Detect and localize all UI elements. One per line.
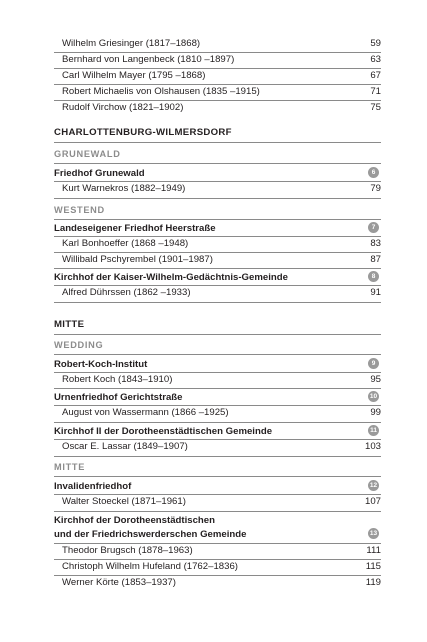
entry-page: 99	[370, 407, 381, 418]
entry-name: Robert Michaelis von Olshausen (1835 –1915)	[62, 86, 260, 97]
entry-page: 67	[370, 70, 381, 81]
divider	[54, 476, 381, 477]
entry-name: Theodor Brugsch (1878–1963)	[62, 545, 193, 556]
toc-entry	[54, 439, 381, 455]
region-heading: MITTE	[54, 319, 85, 330]
entry-page: 59	[370, 38, 381, 49]
toc-entry	[54, 494, 381, 510]
entry-name: Karl Bonhoeffer (1868 –1948)	[62, 238, 189, 249]
location-number-badge: 6	[368, 167, 379, 178]
toc-entry	[54, 236, 381, 252]
divider	[54, 334, 381, 335]
cemetery-name: Urnenfriedhof Gerichtstraße	[54, 392, 183, 403]
divider	[54, 142, 381, 143]
entry-name: Willibald Pschyrembel (1901–1987)	[62, 254, 213, 265]
entry-page: 107	[364, 496, 381, 507]
toc-entry	[54, 405, 381, 421]
entry-page: 91	[370, 287, 381, 298]
region-heading: CHARLOTTENBURG-WILMERSDORF	[54, 127, 232, 138]
location-number-badge: 11	[368, 425, 379, 436]
entry-page: 83	[370, 238, 381, 249]
entry-page: 63	[370, 54, 381, 65]
entry-name: Werner Körte (1853–1937)	[62, 577, 176, 588]
location-number-badge: 7	[368, 222, 379, 233]
location-number-badge: 9	[368, 358, 379, 369]
divider	[54, 422, 381, 423]
entry-name: Bernhard von Langenbeck (1810 –1897)	[62, 54, 235, 65]
entry-page: 71	[370, 86, 381, 97]
entry-page: 79	[370, 183, 381, 194]
entry-name: Rudolf Virchow (1821–1902)	[62, 102, 184, 113]
divider	[54, 163, 381, 164]
toc-entry	[54, 68, 381, 84]
location-number-badge: 13	[369, 530, 378, 537]
entry-page: 119	[365, 577, 381, 588]
entry-name: Christoph Wilhelm Hufeland (1762–1836)	[62, 561, 238, 572]
divider	[54, 456, 381, 457]
entry-page: 75	[370, 102, 381, 113]
toc-entry	[54, 372, 381, 388]
district-heading: GRUNEWALD	[54, 149, 121, 159]
entry-page: 87	[370, 254, 381, 265]
entry-page: 95	[370, 374, 381, 385]
location-number-badge: 8	[368, 271, 379, 282]
divider	[54, 511, 381, 512]
entry-name: Oscar E. Lassar (1849–1907)	[62, 441, 188, 452]
cemetery-name: Friedhof Grunewald	[54, 168, 145, 179]
cemetery-name: Invalidenfriedhof	[54, 481, 132, 492]
entry-name: Carl Wilhelm Mayer (1795 –1868)	[62, 70, 206, 81]
entry-page: 115	[365, 561, 381, 572]
toc-entry	[54, 181, 381, 197]
toc-entry	[54, 559, 381, 575]
entry-name: August von Wassermann (1866 –1925)	[62, 407, 229, 418]
toc-entry	[54, 252, 381, 268]
toc-entry	[54, 575, 381, 591]
entry-name: Walter Stoeckel (1871–1961)	[62, 496, 186, 507]
district-heading: MITTE	[54, 462, 86, 472]
divider	[54, 219, 381, 220]
district-heading: WEDDING	[54, 340, 104, 350]
cemetery-name-line-1: Kirchhof der Dorotheenstädtischen	[54, 515, 215, 526]
toc-entry	[54, 36, 381, 52]
entry-name: Kurt Warnekros (1882–1949)	[62, 183, 186, 194]
location-number-badge: 10	[369, 393, 378, 400]
entry-page: 111	[366, 545, 381, 556]
location-number-badge: 12	[369, 482, 378, 489]
entry-name: Robert Koch (1843–1910)	[62, 374, 173, 385]
entry-name: Alfred Dührssen (1862 –1933)	[62, 287, 191, 298]
cemetery-name: Kirchhof der Kaiser-Wilhelm-Gedächtnis-Gemeinde	[54, 272, 288, 283]
cemetery-name-line-2: und der Friedrichswerderschen Gemeinde	[54, 529, 247, 540]
toc-entry	[54, 543, 381, 559]
toc-entry	[54, 285, 381, 301]
cemetery-name: Landeseigener Friedhof Heerstraße	[54, 223, 216, 234]
toc-entry	[54, 84, 381, 100]
divider	[54, 198, 381, 199]
entry-page: 103	[364, 441, 381, 452]
divider	[54, 388, 381, 389]
entry-name: Wilhelm Griesinger (1817–1868)	[62, 38, 201, 49]
divider	[54, 354, 381, 355]
toc-entry	[54, 100, 381, 116]
divider	[54, 268, 381, 269]
district-heading: WESTEND	[54, 205, 105, 215]
cemetery-name: Kirchhof II der Dorotheenstädtischen Gemeinde	[54, 426, 273, 437]
toc-entry	[54, 52, 381, 68]
cemetery-name: Robert-Koch-Institut	[54, 359, 148, 370]
divider	[54, 302, 381, 303]
